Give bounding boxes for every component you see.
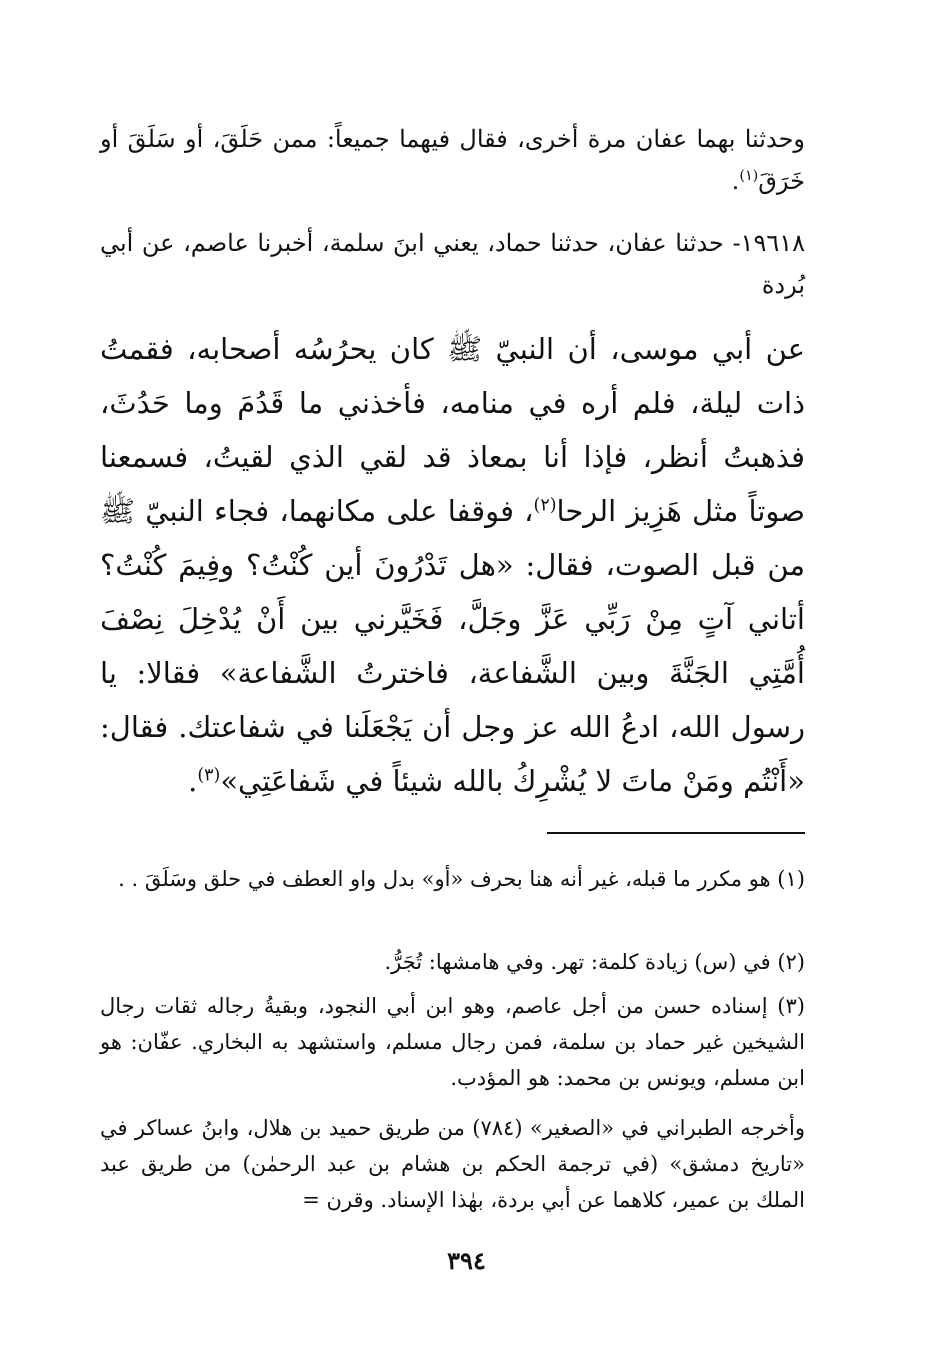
footnote-ref-1: (١) [739, 168, 759, 184]
hadith-matn [100, 322, 805, 808]
footnote-ref-3: (٣) [197, 765, 221, 786]
isnad-text: ١٩٦١٨- حدثنا عفان، حدثنا حماد، يعني ابنَ سلمة، أخبرنا عاصم، عن أبي بُردة [100, 229, 805, 299]
paragraph-end: . [731, 167, 740, 195]
matn-text-b: ، فوقفا على مكانهما، فجاء النبيّ ﷺ من قبل الصوت، فقال: «هل تَدْرُونَ أين كُنْتُ؟ وفِيمَ كُنْتُ؟ أتاني آتٍ مِنْ رَبِّي عَزَّ وجَلَّ، فَخَيَّرني بين أَنْ يُدْخِلَ نِصْفَ أُمَّتِي الجَنَّةَ وبين الشَّفاعة، فاخترتُ الشَّفاعة» فقالا: يا رسول الله، ادعُ الله عز وجل أن يَجْعَلَنا في شفاعتك. فقال: «أَنْتُم ومَنْ ماتَ لا يُشْرِكُ بالله شيئاً في شَفاعَتِي» [100, 494, 805, 798]
footnote-1: (١) هو مكرر ما قبله، غير أنه هنا بحرف «أو» بدل واو العطف في حلق وسَلَقَ . . [118, 867, 805, 891]
paragraph-continuation [100, 118, 805, 202]
page-number: ٣٩٤ [447, 1246, 486, 1275]
footnote-2: (٢) في (س) زيادة كلمة: تهر. وفي هامشها: تُجَرُّ. [384, 950, 805, 974]
footnote-3: (٣) إسناده حسن من أجل عاصم، وهو ابن أبي النجود، وبقيةُ رجاله ثقات رجال الشيخين غير حماد بن سلمة، فمن رجال مسلم، واستشهد به البخاري. عفّان: هو ابن مسلم، ويونس بن محمد: هو المؤدب. [100, 994, 805, 1090]
footnote-ref-2: (٢) [533, 495, 557, 516]
paragraph-text: وحدثنا بهما عفان مرة أخرى، فقال فيهما جميعاً: ممن حَلَقَ، أو سَلَقَ أو خَرَقَ [100, 125, 805, 195]
footnote-3-continued: وأخرجه الطبراني في «الصغير» (٧٨٤) من طريق حميد بن هلال، وابنُ عساكر في «تاريخ دمشق» (في ترجمة الحكم بن هشام بن عبد الرحمٰن) من طريق عبد الملك بن عمير، كلاهما عن أبي بردة، بهٰذا الإسناد. وقرن = [100, 1116, 806, 1212]
footnote-divider [547, 832, 805, 834]
matn-text-a: عن أبي موسى، أن النبيّ ﷺ كان يحرُسُه أصحابه، فقمتُ ذات ليلة، فلم أره في منامه، فأخذني ما قَدُمَ وما حَدُثَ، فذهبتُ أنظر، فإذا أنا بمعاذ قد لقي الذي لقيتُ، فسمعنا صوتاً مثل هَزِيز الرحا [100, 332, 805, 528]
hadith-isnad [100, 222, 805, 306]
matn-end: . [188, 764, 198, 798]
